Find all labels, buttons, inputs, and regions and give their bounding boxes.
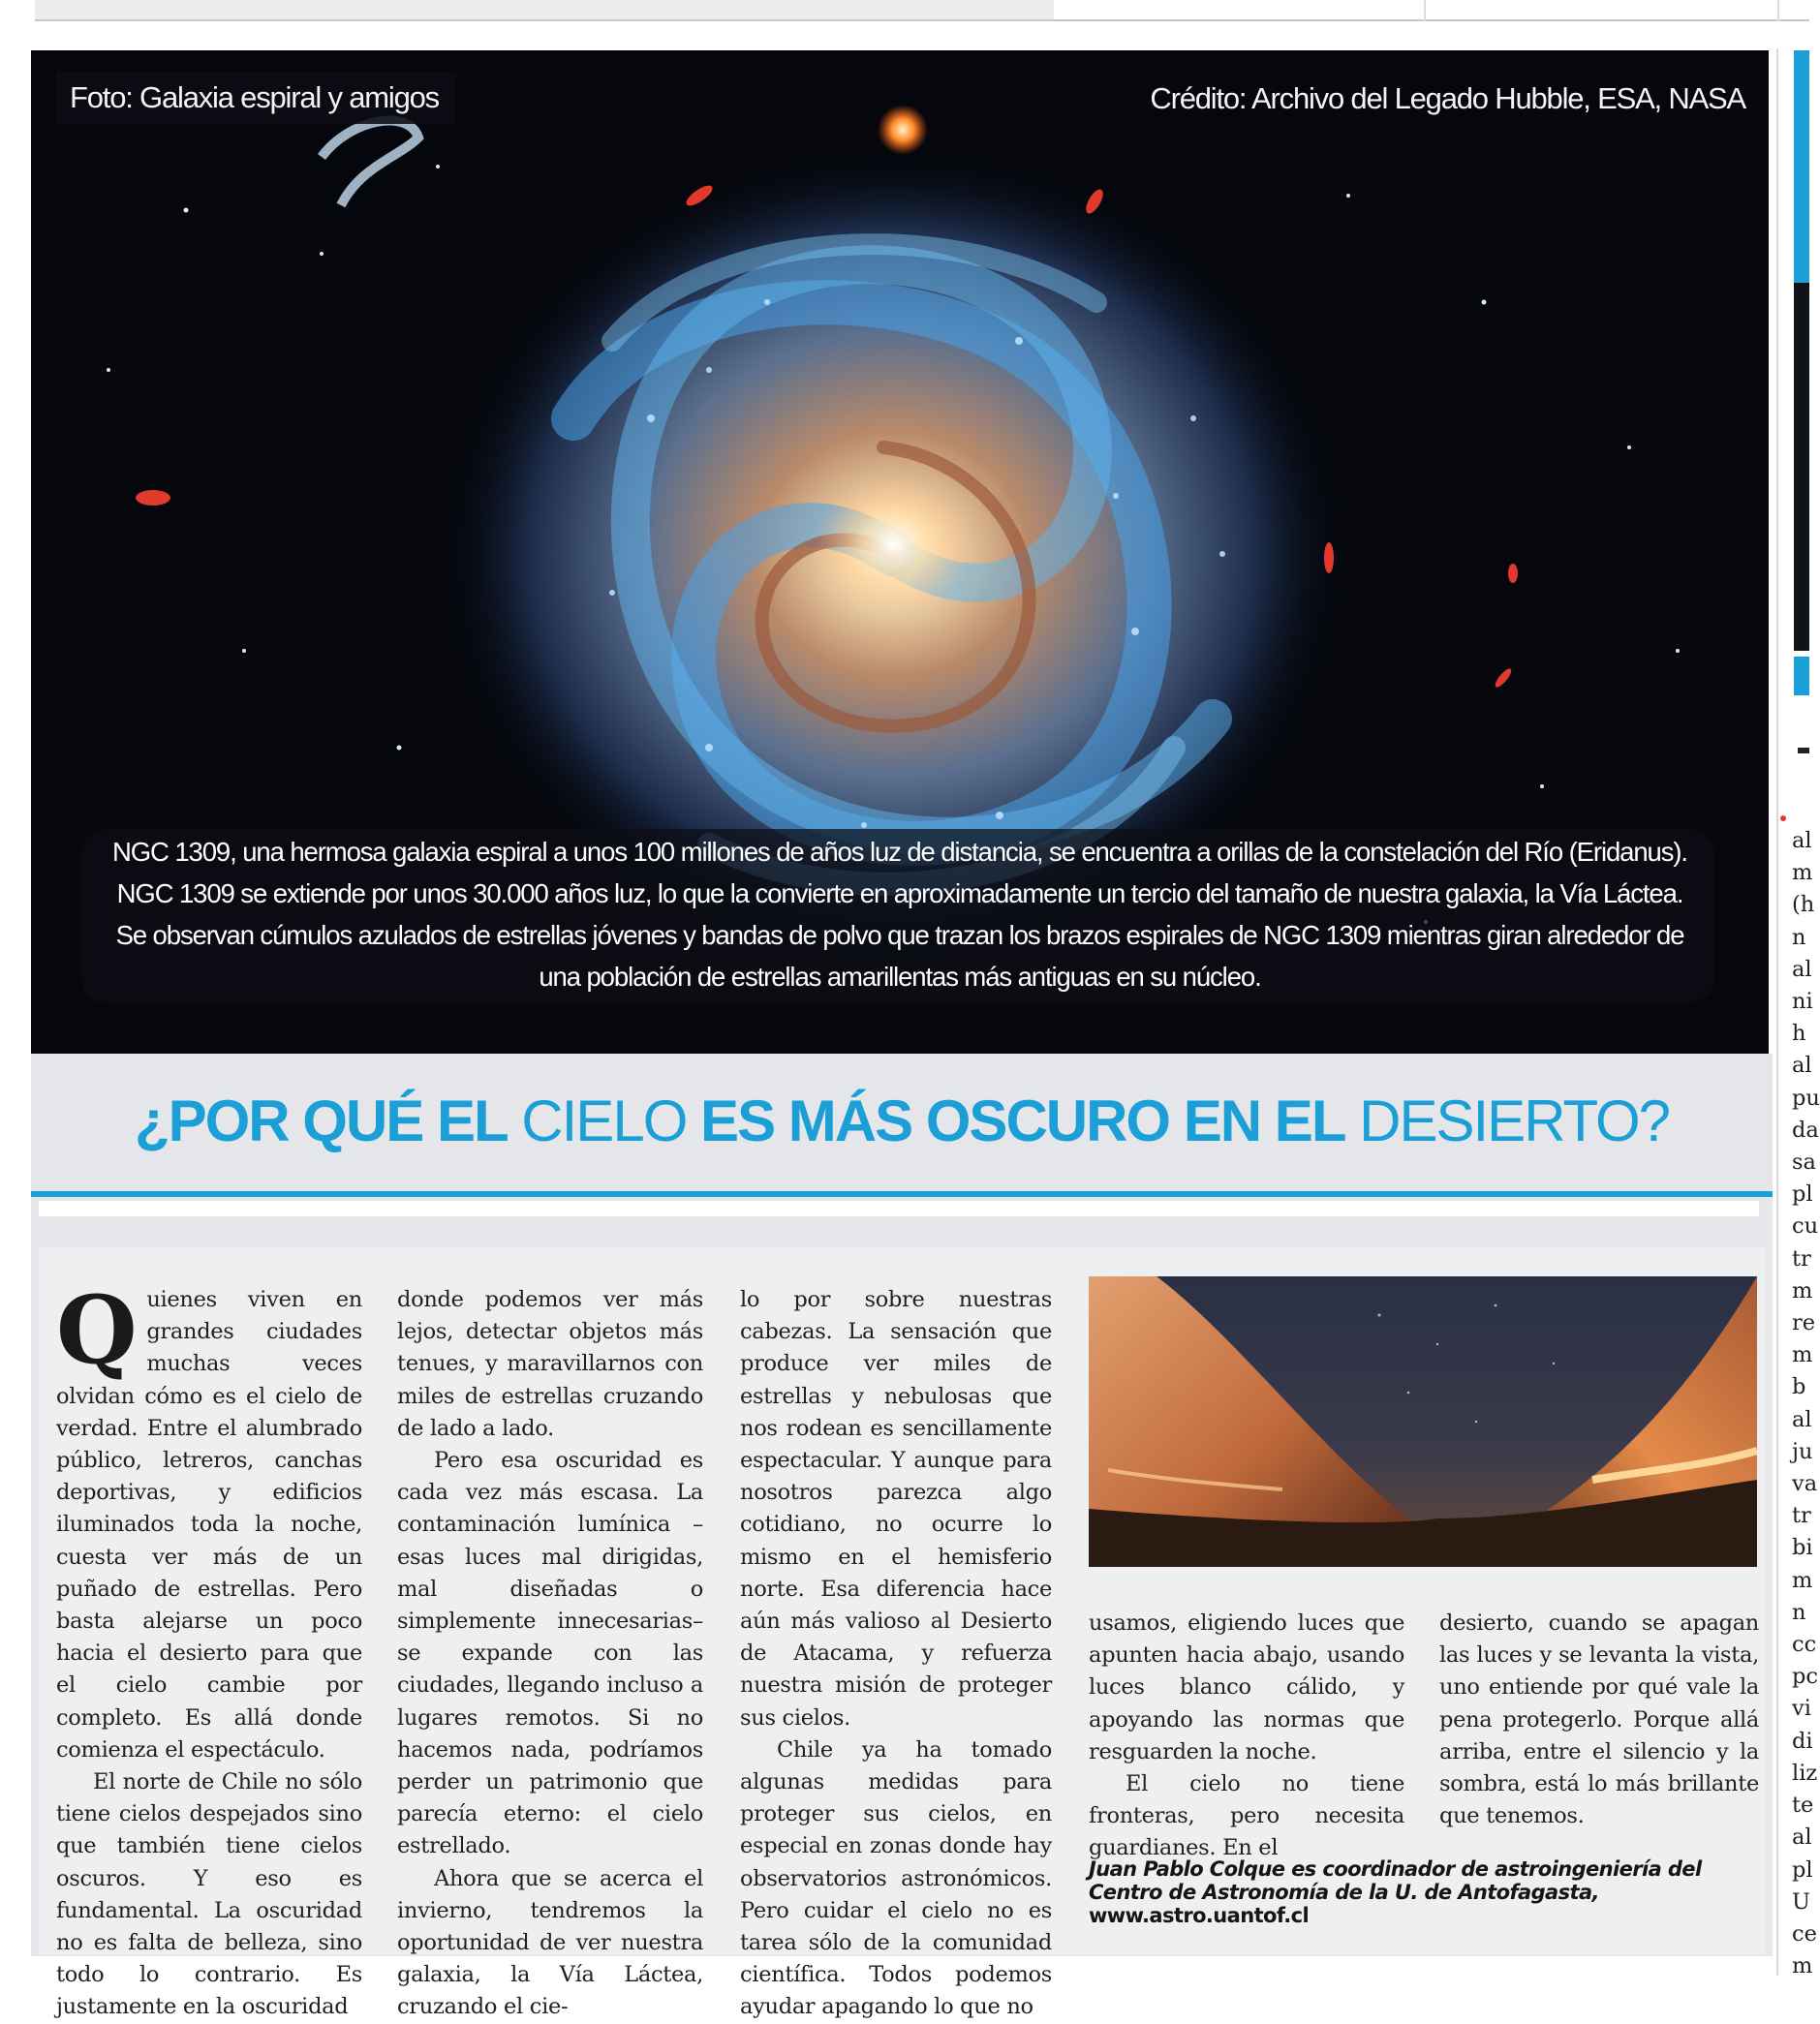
caption-line: Se observan cúmulos azulados de estrellas jóvenes y bandas de polvo que trazan los brazos espirales de NGC 1309 mientras giran alrededor de — [115, 920, 1684, 950]
separator-strip — [39, 1201, 1759, 1216]
caption-line: una población de estrellas amarillentas más antiguas en su núcleo. — [539, 962, 1261, 992]
red-dot — [1780, 815, 1786, 821]
article-column-4 — [1089, 1608, 1404, 1865]
adjacent-tag — [1794, 657, 1809, 695]
adjacent-article-sliver — [1773, 21, 1820, 1979]
photo-credit: Crédito: Archivo del Legado Hubble, ESA, NASA — [1150, 81, 1745, 115]
adjacent-header-block — [1794, 50, 1809, 283]
caption-line: NGC 1309 se extiende por unos 30.000 años luz, lo que la convierte en aproximadamente un tercio del tamaño de nuestra galaxia, la Vía Láctea. — [116, 878, 1683, 908]
adjacent-dash — [1798, 748, 1809, 753]
adjacent-text-fragment: al m (h n al ni h al pu da sa pl cu tr m re m b al ju va tr bi m n cc pc vi di liz te al pl U ce m — [1792, 828, 1820, 1979]
author-note — [1089, 1857, 1767, 1927]
author-url[interactable]: www.astro.uantof.cl — [1089, 1904, 1310, 1927]
paragraph — [56, 1275, 362, 1766]
drop-cap: Q — [56, 1275, 138, 1385]
article-column-1 — [56, 1275, 362, 2024]
headline-part: ¿POR QUÉ EL — [134, 1089, 508, 1153]
article-column-2 — [397, 1284, 703, 2024]
paragraph: El norte de Chile no sólo tiene cielos despejados sino que también tiene cielos oscuros. Y eso es fundamental. La oscuridad no es falta de belleza, sino todo lo contrario. Es justamente en la oscuridad — [56, 1769, 362, 2020]
adjacent-photo — [1794, 283, 1809, 651]
caption-line: NGC 1309, una hermosa galaxia espiral a unos 100 millones de años luz de distancia, se encuentra a orillas de la constelación del Río (Eridanus). — [112, 837, 1687, 867]
desert-night-photo — [1089, 1276, 1757, 1567]
paragraph: El cielo no tiene fronteras, pero necesita guardianes. En el — [1089, 1771, 1404, 1861]
paragraph: Chile ya ha tomado algunas medidas para proteger sus cielos, en especial en zonas donde hay observatorios astronómicos. Pero cuidar el cielo no es tarea sólo de la comunidad científica. Todos podemos ayudar apagando lo que no — [740, 1736, 1052, 2020]
desert-image — [1089, 1276, 1757, 1567]
paragraph: donde podemos ver más lejos, detectar objetos más tenues, y maravillarnos con miles de estrellas cruzando de lado a lado. — [397, 1287, 703, 1441]
paragraph: Pero esa oscuridad es cada vez más escasa. La contaminación lumínica –esas luces mal dirigidas, mal diseñadas o simplemente innecesarias– se expande con las ciudades, llegando incluso a lugares remotos. Si no hacemos nada, podríamos perder un patrimonio que parecía eterno: el cielo estrellado. — [397, 1448, 703, 1859]
top-shade — [35, 0, 1054, 19]
author-line: Centro de Astronomía de la U. de Antofagasta, — [1089, 1881, 1599, 1904]
top-divider — [1424, 0, 1426, 21]
headline-part: CIELO — [507, 1089, 701, 1153]
article-column-3 — [740, 1284, 1052, 2024]
photo-label: Foto: Galaxia espiral y amigos — [56, 72, 456, 124]
author-line: Juan Pablo Colque es coordinador de astroingeniería del — [1089, 1857, 1702, 1881]
paragraph: Ahora que se acerca el invierno, tendremos la oportunidad de ver nuestra galaxia, la Vía Láctea, cruzando el cie- — [397, 1865, 703, 2020]
paragraph: desierto, cuando se apagan las luces y se levanta la vista, uno entiende por qué vale la pena protegerlo. Porque allá arriba, entre el silencio y la sombra, está lo más brillante que tenemos. — [1439, 1610, 1759, 1829]
column-divider — [1776, 48, 1778, 1976]
headline — [31, 1083, 1773, 1160]
top-rule — [35, 19, 1809, 21]
headline-part: ES MÁS OSCURO EN EL — [700, 1089, 1345, 1153]
top-strip — [0, 0, 1809, 21]
separator — [31, 1197, 1773, 1220]
top-divider — [1777, 0, 1779, 21]
headline-part: DESIERTO? — [1344, 1089, 1670, 1153]
paragraph-text: uienes viven en grandes ciudades muchas veces olvidan cómo es el cielo de verdad. Entre el alumbrado público, letreros, canchas deportivas, y edificios iluminados toda la noche, cuesta ver más de un puñado de estrellas. Pero basta alejarse un poco hacia el desierto para que el cielo cambie por completo. Es allá donde comienza el espectáculo. — [56, 1287, 362, 1763]
photo-caption — [99, 831, 1701, 997]
paragraph: lo por sobre nuestras cabezas. La sensación que produce ver miles de estrellas y nebulosas que nos rodean es sencillamente espectacular. Y aunque para nosotros parezca algo cotidiano, no ocurre lo mismo en el hemisferio norte. Esa diferencia hace aún más valioso al Desierto de Atacama, y refuerza nuestra misión de proteger sus cielos. — [740, 1287, 1052, 1731]
article-column-5 — [1439, 1608, 1759, 1832]
paragraph: usamos, eligiendo luces que apunten hacia abajo, usando luces blanco cálido, y apoyando las normas que resguarden la noche. — [1089, 1610, 1404, 1764]
